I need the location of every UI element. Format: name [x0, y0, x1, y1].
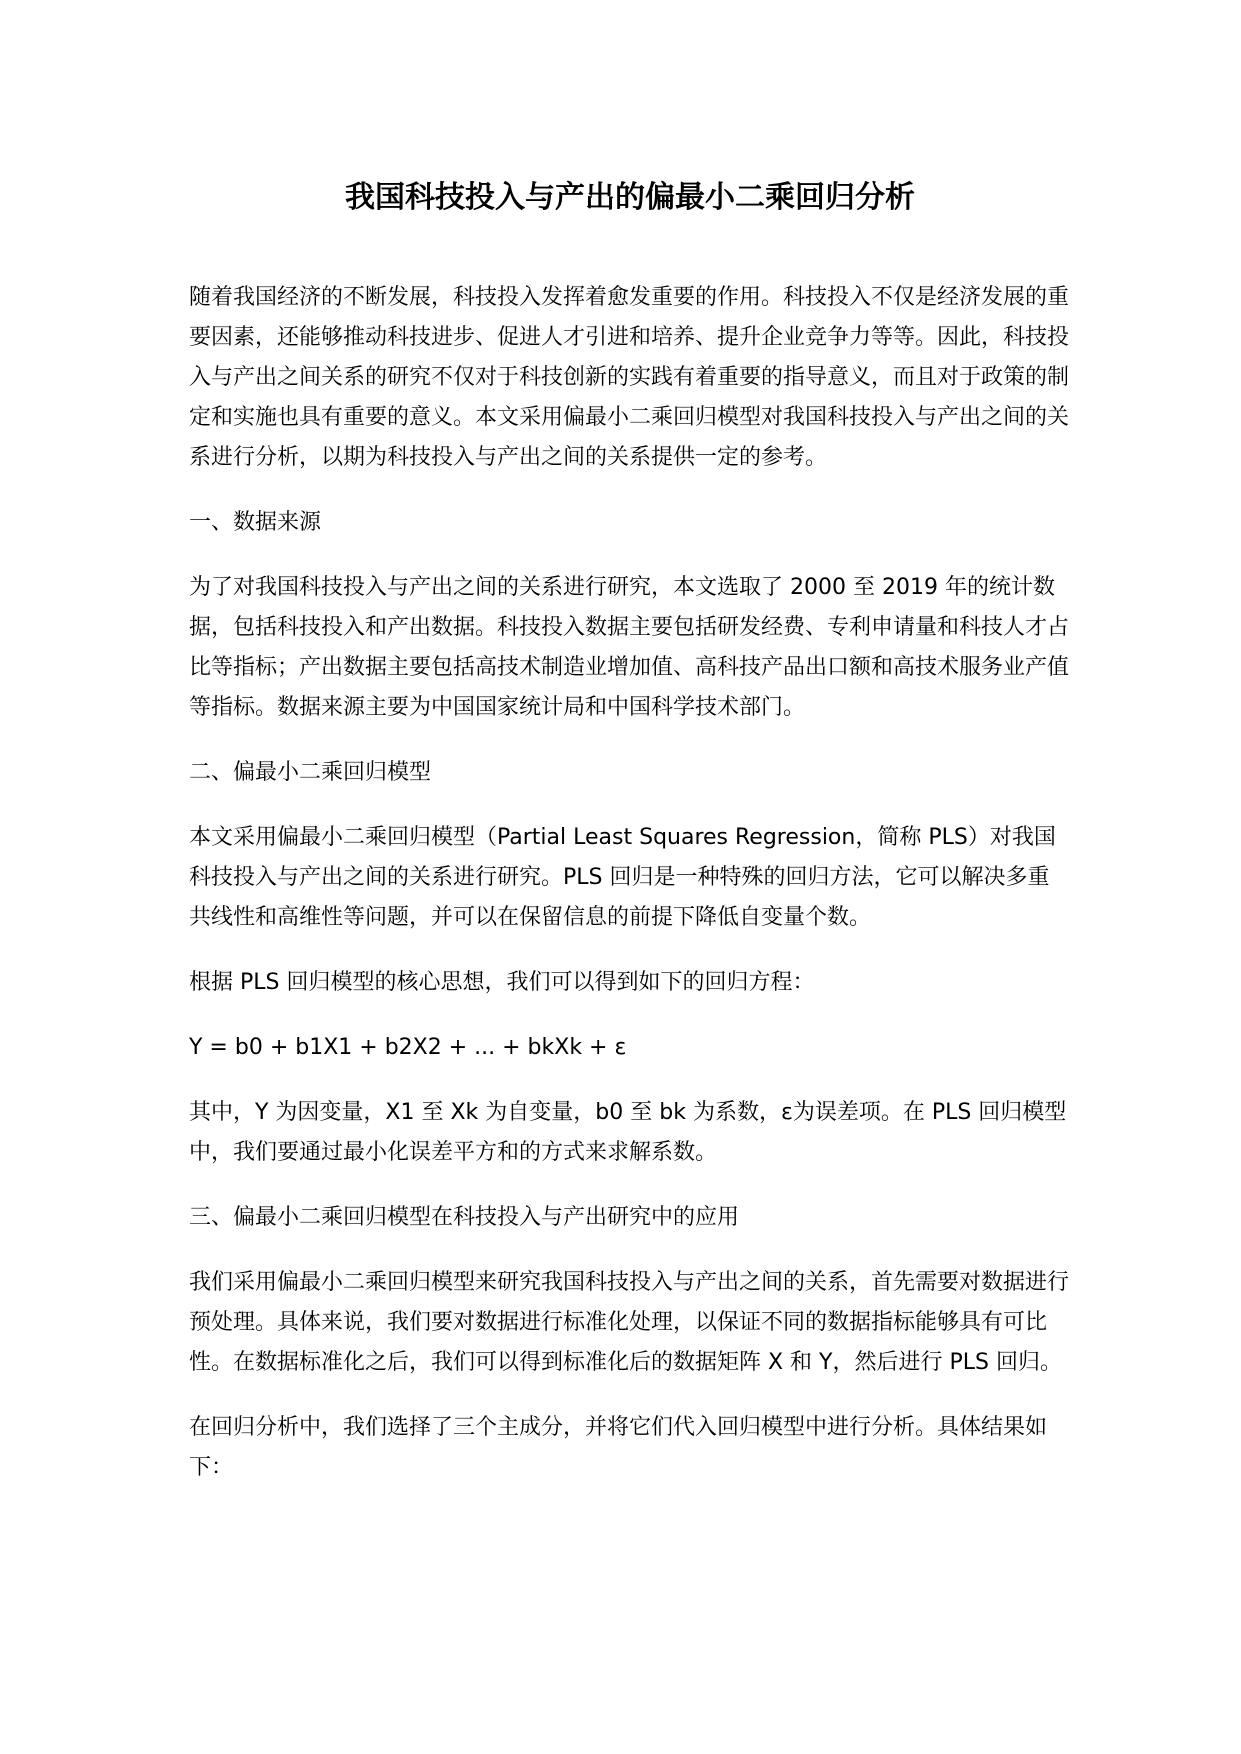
section-heading-application: 三、偏最小二乘回归模型在科技投入与产出研究中的应用 — [189, 1205, 740, 1230]
section-heading-data-source: 一、数据来源 — [189, 510, 322, 535]
data-source-paragraph: 为了对我国科技投入与产出之间的关系进行研究，本文选取了 2000 至 2019 年的统计数据，包括科技投入和产出数据。科技投入数据主要包括研发经费、专利申请量和科技人才占比等指标；产出数据主要包括高技术制造业增加值、高科技产品出口额和高技术服务业产值等指标。数据来源主要为中国国家统计局和中国科学技术部门。 — [189, 575, 1070, 720]
regression-equation: Y = b0 + b1X1 + b2X2 + ... + bkXk + ε — [189, 1035, 627, 1060]
section-heading-pls-model: 二、偏最小二乘回归模型 — [189, 760, 432, 785]
equation-intro-paragraph: 根据 PLS 回归模型的核心思想，我们可以得到如下的回归方程： — [189, 970, 815, 995]
equation-explanation-paragraph: 其中，Y 为因变量，X1 至 Xk 为自变量，b0 至 bk 为系数，ε为误差项。在 PLS 回归模型中，我们要通过最小化误差平方和的方式来求解系数。 — [189, 1100, 1067, 1165]
results-intro-paragraph: 在回归分析中，我们选择了三个主成分，并将它们代入回归模型中进行分析。具体结果如下： — [189, 1415, 1048, 1480]
preprocessing-paragraph: 我们采用偏最小二乘回归模型来研究我国科技投入与产出之间的关系，首先需要对数据进行预处理。具体来说，我们要对数据进行标准化处理，以保证不同的数据指标能够具有可比性。在数据标准化之后，我们可以得到标准化后的数据矩阵 X 和 Y，然后进行 PLS 回归。 — [189, 1270, 1070, 1375]
intro-paragraph: 随着我国经济的不断发展，科技投入发挥着愈发重要的作用。科技投入不仅是经济发展的重要因素，还能够推动科技进步、促进人才引进和培养、提升企业竞争力等等。因此，科技投入与产出之间关系的研究不仅对于科技创新的实践有着重要的指导意义，而且对于政策的制定和实施也具有重要的意义。本文采用偏最小二乘回归模型对我国科技投入与产出之间的关系进行分析，以期为科技投入与产出之间的关系提供一定的参考。 — [189, 285, 1070, 470]
document-title: 我国科技投入与产出的偏最小二乘回归分析 — [345, 180, 915, 215]
pls-model-paragraph: 本文采用偏最小二乘回归模型（Partial Least Squares Regression，简称 PLS）对我国科技投入与产出之间的关系进行研究。PLS 回归是一种特殊的回归方法，它可以解决多重共线性和高维性等问题，并可以在保留信息的前提下降低自变量个数。 — [189, 825, 1056, 930]
